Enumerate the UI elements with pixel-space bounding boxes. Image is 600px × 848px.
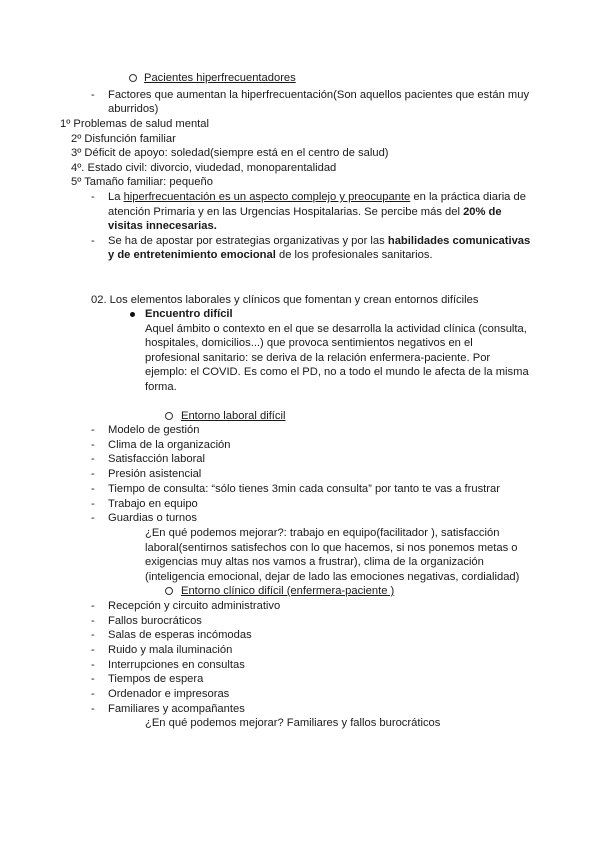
laboral-list-item: Modelo de gestión	[108, 424, 200, 436]
circle-bullet-icon	[129, 74, 137, 82]
bold-phrase: habilidades comunicativas	[387, 235, 531, 247]
underlined-phrase: hiperfrecuentación es un aspecto complejo y preocupante	[123, 191, 411, 203]
bullet-icon	[130, 312, 135, 317]
encuentro-definition-line: profesional sanitario: se deriva de la relación enfermera-paciente. Por	[145, 352, 491, 364]
dash-marker: -	[91, 673, 95, 685]
subheading-entorno-laboral: Entorno laboral difícil	[181, 410, 286, 422]
laboral-list-item: Guardias o turnos	[108, 512, 197, 524]
laboral-list-item: Trabajo en equipo	[108, 498, 198, 510]
laboral-improve-line: ¿En qué podemos mejorar?: trabajo en equipo(facilitador ), satisfacción	[145, 527, 500, 539]
encuentro-definition-line: Aquel ámbito o contexto en el que se desarrolla la actividad clínica (consulta,	[145, 323, 527, 335]
factor-list-item: 2º Disfunción familiar	[71, 133, 176, 145]
subheading-hiperfrecuentadores: Pacientes hiperfrecuentadores	[144, 72, 296, 84]
paragraph-hiperfrecuentacion-line-2	[108, 205, 502, 219]
bold-phrase: y de entretenimiento emocional	[108, 249, 276, 261]
dash-marker: -	[91, 483, 95, 495]
laboral-list-item: Tiempo de consulta: “sólo tienes 3min cada consulta” por tanto te vas a frustrar	[108, 483, 500, 495]
encuentro-definition-line: hospitales, domicilios...) que provoca sentimientos negativos en el	[145, 337, 473, 349]
paragraph-estrategias-line-2	[108, 248, 433, 262]
dash-marker: -	[91, 512, 95, 524]
paragraph-hiperfrecuentacion-line-1	[108, 190, 526, 204]
dash-marker: -	[91, 688, 95, 700]
encuentro-definition-line: ejemplo: el COVID. Es como el PD, no a todo el mundo le afecta de la misma	[145, 366, 529, 378]
dash-marker: -	[91, 191, 95, 203]
clinico-list-item: Ordenador e impresoras	[108, 688, 230, 700]
laboral-improve-line: (inteligencia emocional, dejar de lado las emociones negativas, cordialidad)	[145, 571, 520, 583]
bold-phrase: 20% de	[463, 206, 502, 218]
dash-marker: -	[91, 498, 95, 510]
section-heading-02: 02. Los elementos laborales y clínicos que fomentan y crean entornos difíciles	[91, 294, 479, 306]
laboral-list-item: Satisfacción laboral	[108, 453, 206, 465]
dash-marker: -	[91, 453, 95, 465]
clinico-list-item: Tiempos de espera	[108, 673, 204, 685]
clinico-list-item: Fallos burocráticos	[108, 615, 202, 627]
clinico-list-item: Ruido y mala iluminación	[108, 644, 233, 656]
dash-marker: -	[91, 644, 95, 656]
encuentro-dificil-title: Encuentro difícil	[145, 308, 233, 320]
factors-line-1: Factores que aumentan la hiperfrecuentación(Son aquellos pacientes que están muy	[108, 89, 530, 101]
dash-marker: -	[91, 600, 95, 612]
text-run: en la práctica diaria de	[410, 191, 526, 203]
dash-marker: -	[91, 629, 95, 641]
factor-list-item: 1º Problemas de salud mental	[60, 118, 209, 130]
text-run: La	[108, 191, 124, 203]
encuentro-definition-line: forma.	[145, 381, 177, 393]
clinico-list-item: Familiares y acompañantes	[108, 703, 245, 715]
dash-marker: -	[91, 615, 95, 627]
clinico-improve-line: ¿En qué podemos mejorar? Familiares y fallos burocráticos	[145, 717, 441, 729]
dash-marker: -	[91, 89, 95, 101]
clinico-list-item: Recepción y circuito administrativo	[108, 600, 281, 612]
subheading-entorno-clinico: Entorno clínico difícil (enfermera-paciente )	[181, 585, 395, 597]
factor-list-item: 5º Tamaño familiar: pequeño	[71, 176, 213, 188]
laboral-improve-line: exigencias muy altas nos vamos a frustrar), clima de la organización	[145, 556, 484, 568]
dash-marker: -	[91, 439, 95, 451]
clinico-list-item: Interrupciones en consultas	[108, 659, 245, 671]
dash-marker: -	[91, 424, 95, 436]
circle-bullet-icon	[165, 587, 173, 595]
dash-marker: -	[91, 468, 95, 480]
factors-line-2: aburridos)	[108, 103, 159, 115]
dash-marker: -	[91, 703, 95, 715]
laboral-improve-line: laboral(sentirnos satisfechos con lo que hacemos, si nos ponemos metas o	[145, 542, 518, 554]
dash-marker: -	[91, 659, 95, 671]
clinico-list-item: Salas de esperas incómodas	[108, 629, 252, 641]
paragraph-estrategias-line-1	[108, 234, 530, 248]
factor-list-item: 4º. Estado civil: divorcio, viudedad, monoparentalidad	[71, 162, 337, 174]
laboral-list-item: Presión asistencial	[108, 468, 202, 480]
circle-bullet-icon	[165, 412, 173, 420]
text-run: Se ha de apostar por estrategias organizativas y por las	[108, 235, 388, 247]
text-run: de los profesionales sanitarios.	[275, 249, 433, 261]
dash-marker: -	[91, 235, 95, 247]
factor-list-item: 3º Déficit de apoyo: soledad(siempre está en el centro de salud)	[71, 147, 389, 159]
laboral-list-item: Clima de la organización	[108, 439, 231, 451]
paragraph-hiperfrecuentacion-line-3: visitas innecesarias.	[108, 220, 217, 232]
text-run: atención Primaria y en las Urgencias Hospitalarias. Se percibe más del	[108, 206, 464, 218]
